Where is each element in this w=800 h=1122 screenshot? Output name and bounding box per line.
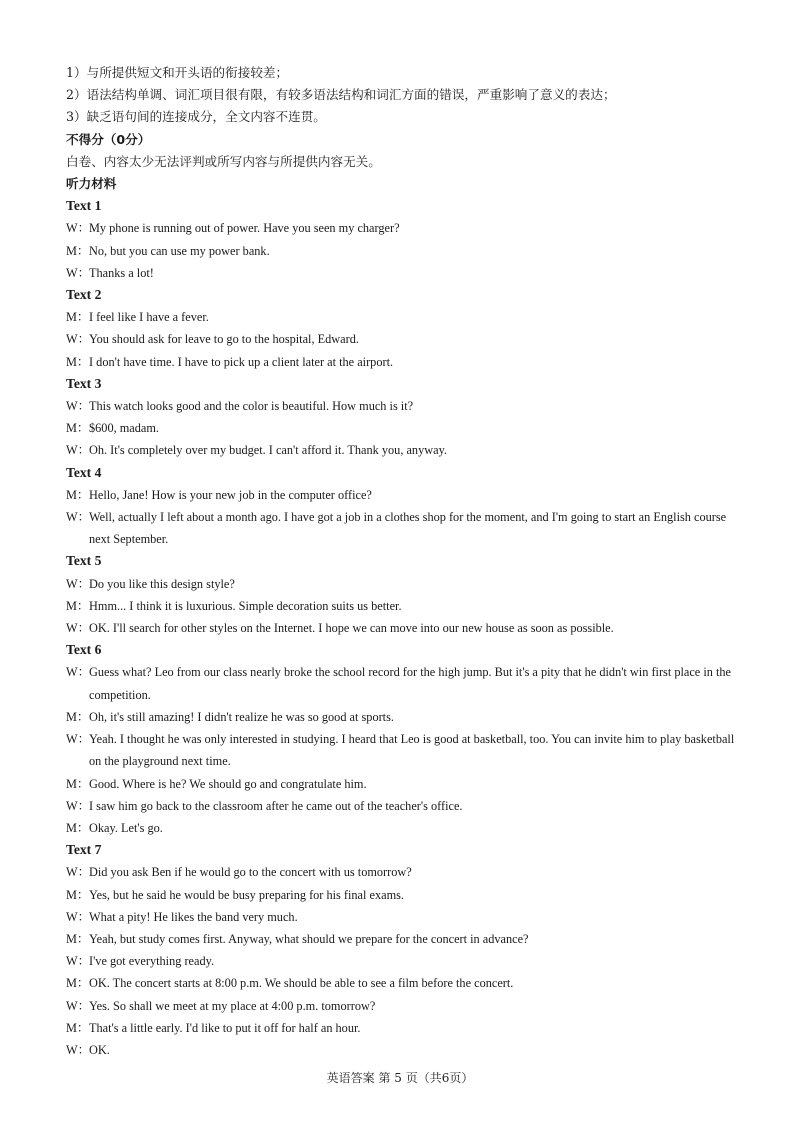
dialogue-line [66,417,746,439]
utterance-text: Oh. It's completely over my budget. I can't afford it. Thank you, anyway. [89,443,447,458]
dialogue-line [66,328,746,350]
dialogue-line [66,395,746,417]
utterance-text: OK. The concert starts at 8:00 p.m. We should be able to see a film before the concert. [89,976,514,991]
text-heading: Text 7 [66,842,102,858]
dialogue-line [66,995,746,1017]
speaker-label: M： [66,709,90,724]
dialogue-line [66,573,746,595]
utterance-text: What a pity! He likes the band very much. [89,909,298,924]
dialogue-line [66,817,746,839]
text-heading: Text 4 [66,464,102,480]
dialogue-line [66,506,746,550]
speaker-label: M： [66,976,90,991]
utterance-text: Good. Where is he? We should go and congratulate him. [89,776,367,791]
utterance-text: Do you like this design style? [89,576,235,591]
zero-score-heading: 不得分（0分） [66,131,151,147]
speaker-label: M： [66,1020,90,1035]
dialogue-line [66,484,746,506]
utterance-text: No, but you can use my power bank. [89,243,270,258]
speaker-label: W： [66,221,90,236]
utterance-text: Okay. Let's go. [89,820,163,835]
speaker-label: M： [66,931,90,946]
speaker-label: W： [66,265,90,280]
text-heading: Text 2 [66,287,102,303]
utterance-text: I don't have time. I have to pick up a client later at the airport. [89,354,394,369]
utterance-text: I saw him go back to the classroom after he came out of the teacher's office. [89,798,463,813]
dialogue-line [66,1039,746,1061]
text-heading: Text 6 [66,642,102,658]
dialogue-line [66,928,746,950]
page-footer: 英语答案 第 5 页（共6页） [326,1071,474,1085]
dialogue-line [66,240,746,262]
utterance-text: OK. I'll search for other styles on the Internet. I hope we can move into our new house as soon as possible. [89,621,614,636]
utterance-text: Yeah. I thought he was only interested in studying. I heard that Leo is good at basketball, too. You can invite him to play basketball on the playground next time. [89,732,735,769]
utterance-text: Yes. So shall we meet at my place at 4:00 p.m. tomorrow? [89,998,376,1013]
text-heading: Text 3 [66,375,102,391]
utterance-text: That's a little early. I'd like to put it off for half an hour. [89,1020,361,1035]
utterance-text: My phone is running out of power. Have you seen my charger? [89,221,400,236]
utterance-text: Guess what? Leo from our class nearly broke the school record for the high jump. But it's a pity that he didn't win first place in the competition. [89,665,732,702]
speaker-label: W： [66,732,90,747]
speaker-label: M： [66,487,90,502]
utterance-text: I've got everything ready. [89,954,215,969]
utterance-text: Oh, it's still amazing! I didn't realize he was so good at sports. [89,709,394,724]
criterion-2: 2）语法结构单调、词汇项目很有限，有较多语法结构和词汇方面的错误，严重影响了意义的表达； [66,87,616,103]
listening-texts [66,195,746,1061]
utterance-text: Yeah, but study comes first. Anyway, what should we prepare for the concert in advance? [89,931,529,946]
dialogue-line [66,972,746,994]
utterance-text: OK. [89,1042,110,1057]
dialogue-line [66,950,746,972]
speaker-label: W： [66,665,90,680]
dialogue-line [66,1017,746,1039]
speaker-label: M： [66,598,90,613]
dialogue-line [66,795,746,817]
speaker-label: M： [66,776,90,791]
dialogue-line [66,728,746,772]
speaker-label: W： [66,909,90,924]
speaker-label: W： [66,443,90,458]
answer-page [66,62,746,1061]
speaker-label: M： [66,421,90,436]
zero-score-text: 白卷、内容太少无法评判或所写内容与所提供内容无关。 [66,153,381,169]
dialogue-line [66,351,746,373]
speaker-label: W： [66,798,90,813]
text-heading: Text 5 [66,553,102,569]
speaker-label: W： [66,576,90,591]
speaker-label: W： [66,399,90,414]
dialogue-line [66,661,746,705]
speaker-label: W： [66,1042,90,1057]
utterance-text: Thanks a lot! [89,265,154,280]
utterance-text: Well, actually I left about a month ago. I have got a job in a clothes shop for the moment, and I'm going to start an English course next September. [89,510,727,547]
dialogue-line [66,884,746,906]
text-heading: Text 1 [66,198,102,214]
speaker-label: W： [66,865,90,880]
dialogue-line [66,439,746,461]
dialogue-line [66,262,746,284]
speaker-label: M： [66,354,90,369]
dialogue-line [66,217,746,239]
dialogue-line [66,306,746,328]
utterance-text: $600, madam. [89,421,160,436]
utterance-text: I feel like I have a fever. [89,310,209,325]
dialogue-line [66,861,746,883]
criterion-1: 1）与所提供短文和开头语的衔接较差； [66,65,289,80]
criterion-3: 3）缺乏语句间的连接成分，全文内容不连贯。 [66,109,326,125]
speaker-label: W： [66,510,90,525]
dialogue-line [66,595,746,617]
utterance-text: Hello, Jane! How is your new job in the computer office? [89,487,372,502]
dialogue-line [66,773,746,795]
speaker-label: M： [66,887,90,902]
listening-heading: 听力材料 [66,176,117,192]
utterance-text: Did you ask Ben if he would go to the concert with us tomorrow? [89,865,412,880]
utterance-text: Yes, but he said he would be busy preparing for his final exams. [89,887,404,902]
speaker-label: W： [66,954,90,969]
speaker-label: W： [66,332,90,347]
dialogue-line [66,906,746,928]
utterance-text: Hmm... I think it is luxurious. Simple decoration suits us better. [89,598,402,613]
speaker-label: M： [66,243,90,258]
speaker-label: M： [66,820,90,835]
utterance-text: This watch looks good and the color is beautiful. How much is it? [89,399,414,414]
speaker-label: M： [66,310,90,325]
speaker-label: W： [66,998,90,1013]
speaker-label: W： [66,621,90,636]
dialogue-line [66,617,746,639]
utterance-text: You should ask for leave to go to the hospital, Edward. [89,332,359,347]
dialogue-line [66,706,746,728]
